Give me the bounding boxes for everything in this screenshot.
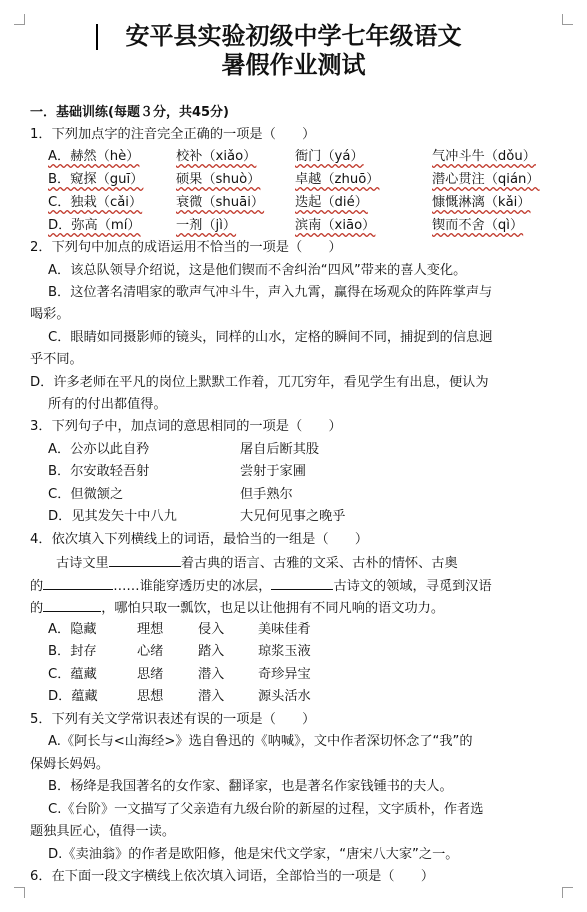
question-3-c-left: C．但微颔之 [48, 487, 124, 502]
question-2-option-b-cont: 喝彩。 [30, 307, 70, 322]
question-3-a-left: A．公亦以此自矜 [48, 442, 150, 457]
question-5-option-b: B．杨绛是我国著名的女作家、翻译家，也是著名作家钱锺书的夫人。 [48, 779, 453, 794]
fill-blank [43, 598, 101, 612]
option-c-2: 衰微（shuāi） [176, 195, 265, 210]
option-c-4: 奇珍异宝 [258, 667, 311, 682]
question-2-option-d: D．许多老师在平凡的岗位上默默工作着，兀兀穷年，看见学生有出息，便认为 [30, 375, 489, 390]
question-5-option-c: C.《台阶》一文描写了父亲造有九级台阶的新屋的过程，文字质朴，作者选 [48, 802, 484, 817]
question-2-option-d-cont: 所有的付出都值得。 [48, 397, 167, 412]
question-5-option-d: D.《卖油翁》的作者是欧阳修，他是宋代文学家，“唐宋八大家”之一。 [48, 847, 459, 862]
fill-blank [271, 576, 333, 590]
option-c-1: C．独栽（cǎi） [48, 195, 143, 210]
option-a-1: A．隐藏 [48, 622, 97, 637]
fill-blank [43, 576, 113, 590]
option-c-4: 慷慨淋漓（kǎi） [432, 195, 531, 210]
question-4-passage-line-1: 古诗文里 着古典的语言、古雅的文采、古朴的情怀、古奥 [56, 553, 458, 572]
question-3-d-right: 大兄何见事之晚乎 [240, 509, 346, 524]
question-2-option-a: A．该总队领导介绍说，这是他们锲而不舍纠治“四风”带来的喜人变化。 [48, 263, 467, 278]
option-d-3: 潜入 [198, 689, 225, 704]
question-5-option-a-cont: 保姆长妈妈。 [30, 757, 110, 772]
option-d-2: 一剂（jì） [176, 218, 237, 233]
question-2-option-c: C．眼睛如同摄影师的镜头，同样的山水，定格的瞬间不同，捕捉到的信息迥 [48, 330, 493, 345]
option-a-3: 侵入 [198, 622, 225, 637]
option-b-3: 踏入 [198, 644, 225, 659]
question-6-stem: 6．在下面一段文字横线上依次填入词语，全部恰当的一项是（ ） [30, 869, 435, 884]
option-b-2: 心绪 [137, 644, 164, 659]
question-3-b-left: B．尔安敢轻吾射 [48, 464, 150, 479]
question-4-passage-line-3: 的 ，哪怕只取一瓢饮，也足以让他拥有不同凡响的语文功力。 [30, 598, 444, 617]
option-a-4: 美味佳肴 [258, 622, 311, 637]
question-2-option-c-cont: 乎不同。 [30, 352, 83, 367]
option-a-1: A．赫然（hè） [48, 149, 140, 164]
option-c-3: 潜入 [198, 667, 225, 682]
option-a-4: 气冲斗牛（dǒu） [432, 149, 536, 164]
option-d-3: 滨南（xiāo） [295, 218, 376, 233]
question-4-stem: 4．依次填入下列横线上的词语，最恰当的一组是（ ） [30, 532, 369, 547]
fill-blank [109, 553, 181, 567]
option-b-2: 硕果（shuò） [176, 172, 261, 187]
option-c-1: C．蕴藏 [48, 667, 97, 682]
option-d-1: D．弥高（mí） [48, 218, 141, 233]
option-b-4: 琼浆玉液 [258, 644, 311, 659]
option-a-2: 校补（xiǎo） [176, 149, 257, 164]
option-d-1: D．蕴藏 [48, 689, 98, 704]
option-d-2: 思想 [137, 689, 164, 704]
question-3-b-right: 尝射于家圃 [240, 464, 306, 479]
question-5-option-a: A.《阿长与<山海经>》选自鲁迅的《呐喊》，文中作者深切怀念了“我”的 [48, 734, 473, 749]
question-4-passage-line-2: 的 ……谁能穿透历史的冰层， 古诗文的领域，寻觅到汉语 [30, 576, 492, 595]
option-d-4: 源头活水 [258, 689, 311, 704]
page-subtitle: 暑假作业测试 [221, 50, 366, 79]
option-b-1: B．窥探（guī） [48, 172, 144, 187]
page-corner-mark [562, 887, 573, 898]
option-b-4: 潜心贯注（qián） [432, 172, 540, 187]
question-3-stem: 3．下列句子中，加点词的意思相同的一项是（ ） [30, 419, 342, 434]
option-a-3: 衙门（yá） [295, 149, 364, 164]
option-c-3: 迭起（dié） [295, 195, 368, 210]
option-a-2: 理想 [137, 622, 164, 637]
option-b-1: B．封存 [48, 644, 97, 659]
section-heading: 一．基础训练(每题３分，共45分) [30, 105, 229, 120]
option-d-4: 锲而不舍（qì） [432, 218, 524, 233]
question-2-stem: 2．下列句中加点的成语运用不恰当的一项是（ ） [30, 240, 342, 255]
question-3-c-right: 但手熟尔 [240, 487, 293, 502]
question-3-a-right: 屠自后断其股 [240, 442, 320, 457]
question-2-option-b: B．这位著名清唱家的歌声气冲斗牛，声入九霄，赢得在场观众的阵阵掌声与 [48, 285, 493, 300]
question-1-stem: 1．下列加点字的注音完全正确的一项是（ ） [30, 127, 316, 142]
option-b-3: 卓越（zhuō） [295, 172, 380, 187]
question-3-d-left: D．见其发矢十中八九 [48, 509, 177, 524]
page-title: 安平县实验初级中学七年级语文 [125, 21, 462, 50]
question-5-stem: 5．下列有关文学常识表述有误的一项是（ ） [30, 712, 316, 727]
option-c-2: 思绪 [137, 667, 164, 682]
page-corner-mark [14, 887, 25, 898]
question-5-option-c-cont: 题独具匠心，值得一读。 [30, 824, 176, 839]
